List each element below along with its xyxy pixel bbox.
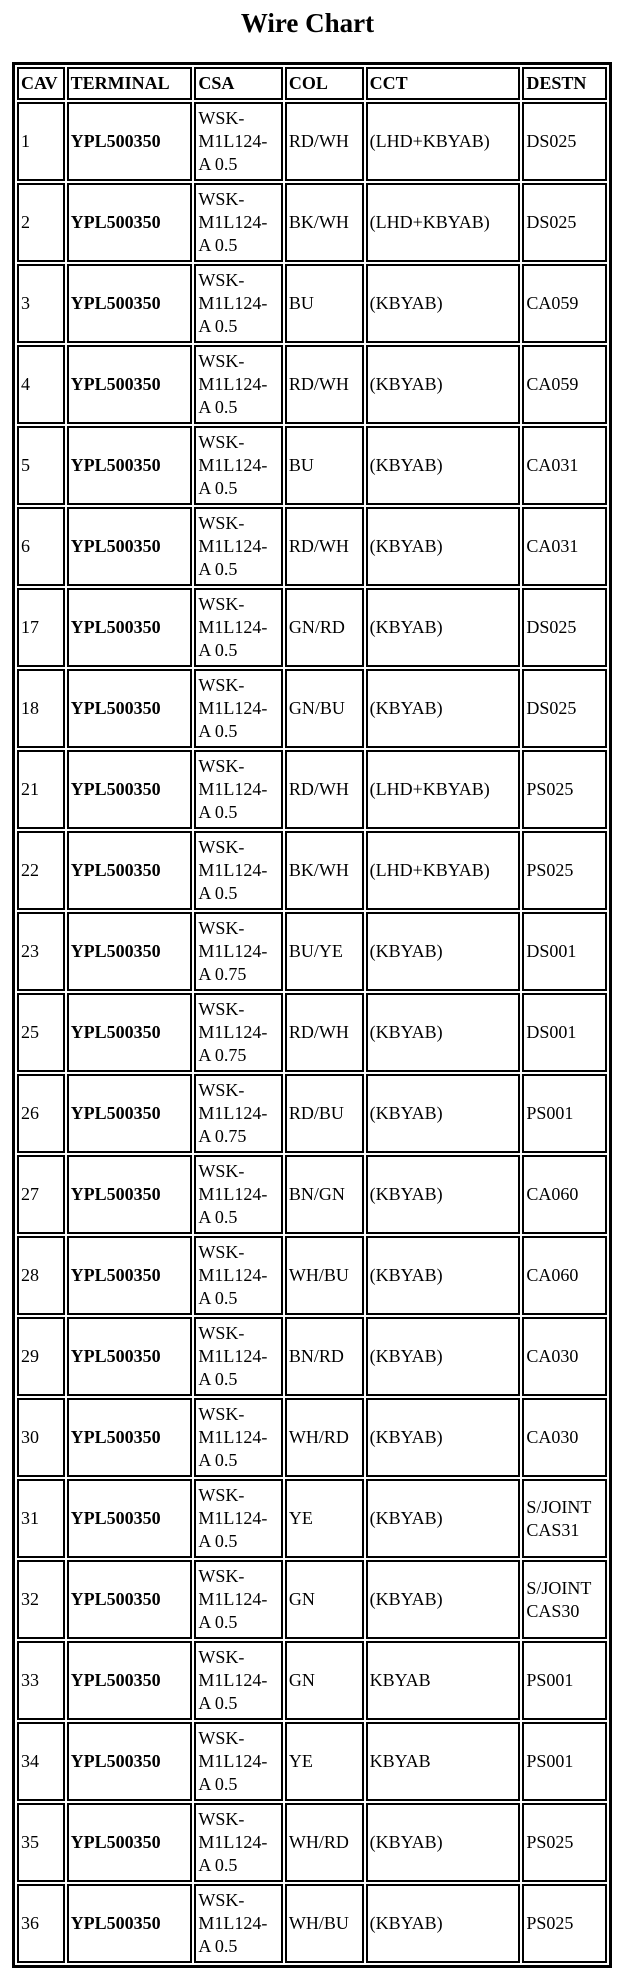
table-row	[17, 831, 607, 910]
table-row	[17, 750, 607, 829]
cell-cct: (KBYAB)	[366, 1560, 521, 1639]
cell-terminal: YPL500350	[67, 1155, 193, 1234]
cell-destn: PS025	[522, 831, 607, 910]
table-row	[17, 183, 607, 262]
cell-csa: WSK- M1L124- A 0.5	[194, 102, 283, 181]
cell-cav: 33	[17, 1641, 65, 1720]
cell-col: RD/WH	[285, 345, 364, 424]
table-row	[17, 264, 607, 343]
cell-destn: CA031	[522, 426, 607, 505]
cell-destn: CA030	[522, 1317, 607, 1396]
cell-cav: 21	[17, 750, 65, 829]
cell-terminal: YPL500350	[67, 507, 193, 586]
cell-terminal: YPL500350	[67, 750, 193, 829]
cell-terminal: YPL500350	[67, 1317, 193, 1396]
cell-csa: WSK- M1L124- A 0.5	[194, 1884, 283, 1963]
table-row	[17, 1884, 607, 1963]
cell-destn: S/JOINT CAS31	[522, 1479, 607, 1558]
cell-terminal: YPL500350	[67, 1074, 193, 1153]
column-header-csa: CSA	[194, 67, 283, 100]
cell-terminal: YPL500350	[67, 426, 193, 505]
cell-terminal: YPL500350	[67, 1641, 193, 1720]
table-row	[17, 1641, 607, 1720]
cell-csa: WSK- M1L124- A 0.5	[194, 1398, 283, 1477]
cell-col: GN	[285, 1641, 364, 1720]
table-row	[17, 345, 607, 424]
cell-cav: 29	[17, 1317, 65, 1396]
cell-col: GN/BU	[285, 669, 364, 748]
cell-col: YE	[285, 1479, 364, 1558]
cell-cct: (KBYAB)	[366, 345, 521, 424]
cell-cct: (LHD+KBYAB)	[366, 102, 521, 181]
cell-cct: (KBYAB)	[366, 426, 521, 505]
cell-terminal: YPL500350	[67, 1722, 193, 1801]
cell-csa: WSK- M1L124- A 0.5	[194, 750, 283, 829]
cell-destn: PS001	[522, 1722, 607, 1801]
cell-csa: WSK- M1L124- A 0.75	[194, 1074, 283, 1153]
cell-cav: 4	[17, 345, 65, 424]
cell-cct: (KBYAB)	[366, 507, 521, 586]
cell-cav: 32	[17, 1560, 65, 1639]
cell-csa: WSK- M1L124- A 0.75	[194, 912, 283, 991]
cell-destn: DS001	[522, 912, 607, 991]
table-row	[17, 1560, 607, 1639]
cell-terminal: YPL500350	[67, 102, 193, 181]
cell-col: RD/WH	[285, 102, 364, 181]
cell-cct: (KBYAB)	[366, 1398, 521, 1477]
cell-cav: 36	[17, 1884, 65, 1963]
cell-col: BN/RD	[285, 1317, 364, 1396]
cell-terminal: YPL500350	[67, 1398, 193, 1477]
table-row	[17, 1155, 607, 1234]
cell-cct: (KBYAB)	[366, 1479, 521, 1558]
cell-cav: 2	[17, 183, 65, 262]
cell-terminal: YPL500350	[67, 1236, 193, 1315]
cell-csa: WSK- M1L124- A 0.5	[194, 588, 283, 667]
cell-cav: 23	[17, 912, 65, 991]
cell-destn: DS025	[522, 183, 607, 262]
cell-col: BU/YE	[285, 912, 364, 991]
cell-destn: S/JOINT CAS30	[522, 1560, 607, 1639]
cell-destn: CA031	[522, 507, 607, 586]
table-row	[17, 1803, 607, 1882]
cell-cct: (KBYAB)	[366, 264, 521, 343]
cell-col: BK/WH	[285, 183, 364, 262]
cell-csa: WSK- M1L124- A 0.5	[194, 264, 283, 343]
cell-terminal: YPL500350	[67, 264, 193, 343]
table-row	[17, 912, 607, 991]
cell-csa: WSK- M1L124- A 0.5	[194, 1155, 283, 1234]
cell-col: BU	[285, 426, 364, 505]
cell-cct: (LHD+KBYAB)	[366, 183, 521, 262]
cell-col: GN	[285, 1560, 364, 1639]
cell-destn: CA059	[522, 345, 607, 424]
cell-cav: 1	[17, 102, 65, 181]
cell-cav: 5	[17, 426, 65, 505]
cell-col: GN/RD	[285, 588, 364, 667]
cell-cct: (LHD+KBYAB)	[366, 750, 521, 829]
page-title: Wire Chart	[240, 8, 375, 38]
table-row	[17, 426, 607, 505]
cell-cct: (KBYAB)	[366, 588, 521, 667]
cell-destn: PS001	[522, 1641, 607, 1720]
table-row	[17, 1398, 607, 1477]
table-row	[17, 1722, 607, 1801]
column-header-terminal: TERMINAL	[67, 67, 193, 100]
cell-terminal: YPL500350	[67, 183, 193, 262]
cell-col: WH/RD	[285, 1398, 364, 1477]
cell-csa: WSK- M1L124- A 0.5	[194, 1722, 283, 1801]
cell-csa: WSK- M1L124- A 0.5	[194, 1560, 283, 1639]
column-header-cav: CAV	[17, 67, 65, 100]
table-row	[17, 588, 607, 667]
table-row	[17, 1317, 607, 1396]
cell-col: RD/BU	[285, 1074, 364, 1153]
cell-cct: (KBYAB)	[366, 1884, 521, 1963]
table-row	[17, 1236, 607, 1315]
cell-col: BN/GN	[285, 1155, 364, 1234]
cell-destn: DS025	[522, 669, 607, 748]
cell-cct: (KBYAB)	[366, 1317, 521, 1396]
cell-destn: PS001	[522, 1074, 607, 1153]
table-row	[17, 102, 607, 181]
cell-terminal: YPL500350	[67, 669, 193, 748]
cell-csa: WSK- M1L124- A 0.5	[194, 669, 283, 748]
column-header-destn: DESTN	[522, 67, 607, 100]
cell-cct: (KBYAB)	[366, 1236, 521, 1315]
cell-csa: WSK- M1L124- A 0.5	[194, 426, 283, 505]
cell-cct: (KBYAB)	[366, 1803, 521, 1882]
cell-destn: DS001	[522, 993, 607, 1072]
cell-terminal: YPL500350	[67, 1803, 193, 1882]
cell-cav: 26	[17, 1074, 65, 1153]
table-row	[17, 1479, 607, 1558]
cell-terminal: YPL500350	[67, 912, 193, 991]
cell-destn: DS025	[522, 588, 607, 667]
cell-terminal: YPL500350	[67, 1479, 193, 1558]
cell-col: WH/BU	[285, 1236, 364, 1315]
cell-cav: 35	[17, 1803, 65, 1882]
table-body	[17, 102, 607, 1963]
cell-cav: 18	[17, 669, 65, 748]
cell-cav: 3	[17, 264, 65, 343]
table-row	[17, 993, 607, 1072]
cell-col: BK/WH	[285, 831, 364, 910]
cell-col: WH/RD	[285, 1803, 364, 1882]
cell-terminal: YPL500350	[67, 1560, 193, 1639]
cell-destn: PS025	[522, 1884, 607, 1963]
cell-destn: CA030	[522, 1398, 607, 1477]
cell-cct: (LHD+KBYAB)	[366, 831, 521, 910]
cell-csa: WSK- M1L124- A 0.5	[194, 183, 283, 262]
cell-cct: (KBYAB)	[366, 1074, 521, 1153]
cell-destn: CA059	[522, 264, 607, 343]
cell-csa: WSK- M1L124- A 0.5	[194, 1641, 283, 1720]
table-row	[17, 507, 607, 586]
cell-csa: WSK- M1L124- A 0.5	[194, 507, 283, 586]
column-header-col: COL	[285, 67, 364, 100]
cell-terminal: YPL500350	[67, 345, 193, 424]
cell-cav: 31	[17, 1479, 65, 1558]
cell-csa: WSK- M1L124- A 0.5	[194, 831, 283, 910]
cell-csa: WSK- M1L124- A 0.5	[194, 1803, 283, 1882]
cell-col: RD/WH	[285, 507, 364, 586]
cell-col: RD/WH	[285, 750, 364, 829]
cell-destn: CA060	[522, 1236, 607, 1315]
cell-csa: WSK- M1L124- A 0.5	[194, 1479, 283, 1558]
cell-terminal: YPL500350	[67, 993, 193, 1072]
cell-col: RD/WH	[285, 993, 364, 1072]
cell-cav: 28	[17, 1236, 65, 1315]
cell-destn: PS025	[522, 1803, 607, 1882]
cell-cct: KBYAB	[366, 1722, 521, 1801]
cell-csa: WSK- M1L124- A 0.75	[194, 993, 283, 1072]
cell-cct: KBYAB	[366, 1641, 521, 1720]
cell-col: WH/BU	[285, 1884, 364, 1963]
cell-cct: (KBYAB)	[366, 993, 521, 1072]
cell-terminal: YPL500350	[67, 831, 193, 910]
table-row	[17, 1074, 607, 1153]
cell-destn: DS025	[522, 102, 607, 181]
cell-col: BU	[285, 264, 364, 343]
wire-chart-table	[12, 62, 612, 1968]
cell-cct: (KBYAB)	[366, 669, 521, 748]
cell-destn: PS025	[522, 750, 607, 829]
cell-cct: (KBYAB)	[366, 912, 521, 991]
cell-cav: 22	[17, 831, 65, 910]
cell-csa: WSK- M1L124- A 0.5	[194, 1317, 283, 1396]
column-header-cct: CCT	[366, 67, 521, 100]
cell-cct: (KBYAB)	[366, 1155, 521, 1234]
cell-cav: 6	[17, 507, 65, 586]
cell-destn: CA060	[522, 1155, 607, 1234]
cell-cav: 25	[17, 993, 65, 1072]
cell-cav: 17	[17, 588, 65, 667]
cell-col: YE	[285, 1722, 364, 1801]
cell-csa: WSK- M1L124- A 0.5	[194, 345, 283, 424]
cell-csa: WSK- M1L124- A 0.5	[194, 1236, 283, 1315]
header-row	[17, 67, 607, 100]
cell-cav: 27	[17, 1155, 65, 1234]
cell-cav: 34	[17, 1722, 65, 1801]
table-row	[17, 669, 607, 748]
cell-terminal: YPL500350	[67, 1884, 193, 1963]
cell-cav: 30	[17, 1398, 65, 1477]
cell-terminal: YPL500350	[67, 588, 193, 667]
